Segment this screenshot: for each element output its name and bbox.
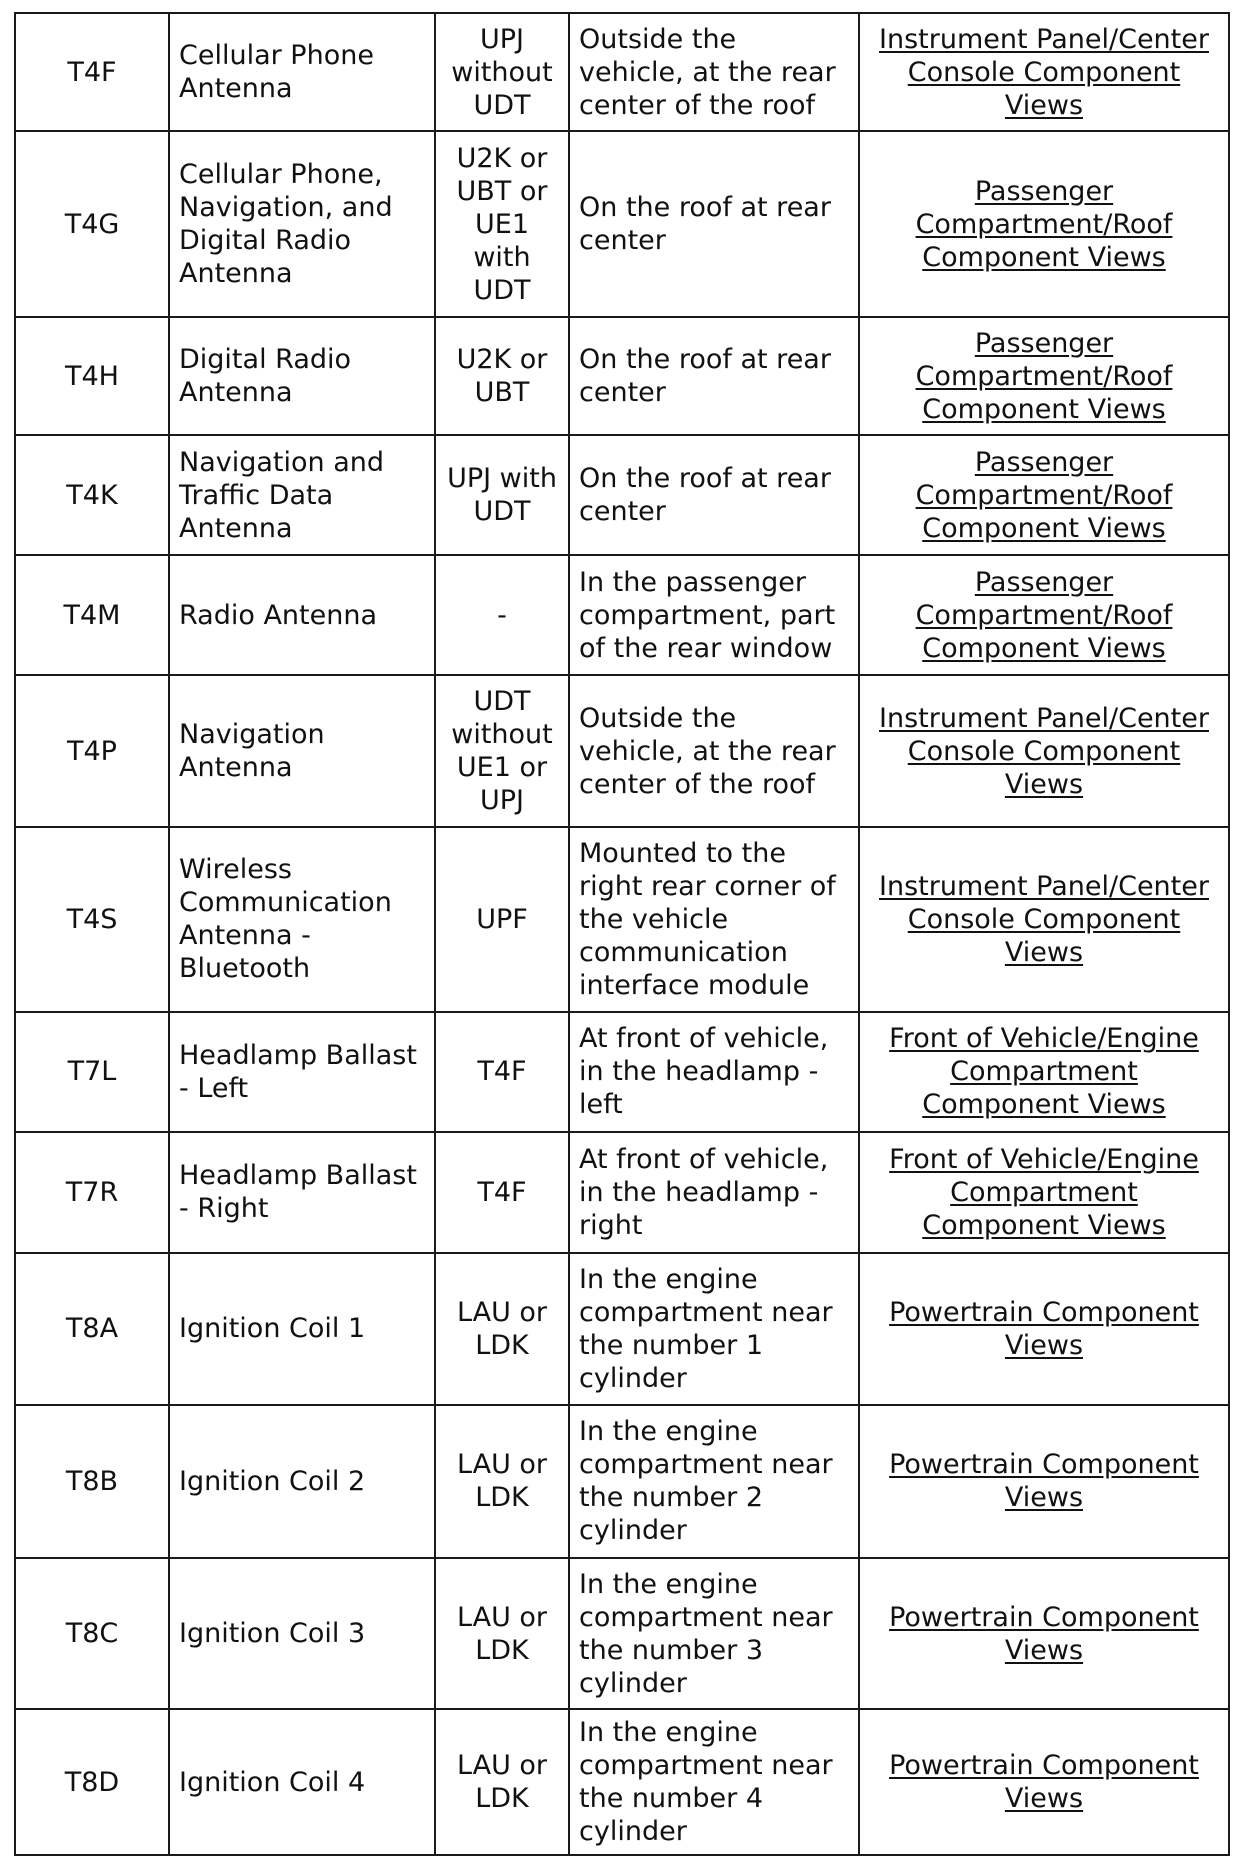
table-row <box>15 1405 1229 1559</box>
views-link-cell <box>859 131 1229 317</box>
component-name-cell: Ignition Coil 3 <box>169 1558 435 1709</box>
location-cell: In the engine compartment near the number 3 cylinder <box>569 1558 859 1709</box>
component-views-link[interactable]: Powertrain Component Views <box>889 1296 1199 1361</box>
component-name-cell: Wireless Communication Antenna - Bluetooth <box>169 827 435 1012</box>
table-row <box>15 827 1229 1012</box>
option-code-cell: LAU or LDK <box>435 1405 569 1559</box>
option-code-cell: UDT without UE1 or UPJ <box>435 675 569 826</box>
location-cell: On the roof at rear center <box>569 131 859 317</box>
component-id-cell: T8D <box>15 1709 169 1855</box>
component-views-link[interactable]: Passenger Compartment/Roof Component Views <box>915 175 1173 273</box>
table-row <box>15 1709 1229 1855</box>
component-id-cell: T4F <box>15 13 169 131</box>
views-link-cell <box>859 1405 1229 1559</box>
component-name-cell: Ignition Coil 4 <box>169 1709 435 1855</box>
option-code-cell: LAU or LDK <box>435 1253 569 1404</box>
views-link-cell <box>859 13 1229 131</box>
component-views-link[interactable]: Instrument Panel/Center Console Component Views <box>879 870 1209 968</box>
component-name-cell: Digital Radio Antenna <box>169 317 435 435</box>
views-link-cell <box>859 555 1229 675</box>
component-name-cell: Cellular Phone Antenna <box>169 13 435 131</box>
table-row <box>15 317 1229 435</box>
table-row <box>15 1253 1229 1404</box>
component-views-link[interactable]: Front of Vehicle/Engine Compartment Component Views <box>889 1143 1199 1241</box>
location-cell: On the roof at rear center <box>569 435 859 555</box>
option-code-cell: - <box>435 555 569 675</box>
component-name-cell: Headlamp Ballast - Right <box>169 1132 435 1253</box>
component-name-cell: Navigation Antenna <box>169 675 435 826</box>
component-id-cell: T4P <box>15 675 169 826</box>
component-views-link[interactable]: Powertrain Component Views <box>889 1449 1199 1514</box>
views-link-cell <box>859 1012 1229 1132</box>
component-views-link[interactable]: Powertrain Component Views <box>889 1601 1199 1666</box>
views-link-cell <box>859 1253 1229 1404</box>
location-cell: In the engine compartment near the number 4 cylinder <box>569 1709 859 1855</box>
component-views-link[interactable]: Instrument Panel/Center Console Component Views <box>879 23 1209 121</box>
component-id-cell: T8A <box>15 1253 169 1404</box>
location-cell: Outside the vehicle, at the rear center of the roof <box>569 675 859 826</box>
component-name-cell: Cellular Phone, Navigation, and Digital Radio Antenna <box>169 131 435 317</box>
table-row <box>15 1132 1229 1253</box>
component-id-cell: T4M <box>15 555 169 675</box>
option-code-cell: UPJ without UDT <box>435 13 569 131</box>
component-id-cell: T7R <box>15 1132 169 1253</box>
component-name-cell: Ignition Coil 1 <box>169 1253 435 1404</box>
component-views-link[interactable]: Instrument Panel/Center Console Component Views <box>879 702 1209 800</box>
component-id-cell: T4S <box>15 827 169 1012</box>
component-views-link[interactable]: Passenger Compartment/Roof Component Views <box>915 446 1173 544</box>
table-row <box>15 435 1229 555</box>
option-code-cell: UPJ with UDT <box>435 435 569 555</box>
component-id-cell: T4H <box>15 317 169 435</box>
views-link-cell <box>859 675 1229 826</box>
component-id-cell: T8B <box>15 1405 169 1559</box>
component-name-cell: Headlamp Ballast - Left <box>169 1012 435 1132</box>
option-code-cell: T4F <box>435 1132 569 1253</box>
component-id-cell: T4G <box>15 131 169 317</box>
component-views-link[interactable]: Passenger Compartment/Roof Component Views <box>915 327 1173 425</box>
option-code-cell: LAU or LDK <box>435 1709 569 1855</box>
views-link-cell <box>859 1558 1229 1709</box>
option-code-cell: T4F <box>435 1012 569 1132</box>
views-link-cell <box>859 1709 1229 1855</box>
component-views-link[interactable]: Front of Vehicle/Engine Compartment Component Views <box>889 1023 1199 1121</box>
location-cell: In the engine compartment near the number 1 cylinder <box>569 1253 859 1404</box>
component-views-link[interactable]: Powertrain Component Views <box>889 1750 1199 1815</box>
component-id-cell: T4K <box>15 435 169 555</box>
table-row <box>15 675 1229 826</box>
option-code-cell: LAU or LDK <box>435 1558 569 1709</box>
location-cell: On the roof at rear center <box>569 317 859 435</box>
views-link-cell <box>859 1132 1229 1253</box>
table-row <box>15 555 1229 675</box>
table-row <box>15 131 1229 317</box>
table-row <box>15 1558 1229 1709</box>
location-cell: In the passenger compartment, part of the rear window <box>569 555 859 675</box>
option-code-cell: U2K or UBT <box>435 317 569 435</box>
location-cell: In the engine compartment near the number 2 cylinder <box>569 1405 859 1559</box>
component-locator-table <box>14 12 1230 1856</box>
views-link-cell <box>859 827 1229 1012</box>
component-name-cell: Radio Antenna <box>169 555 435 675</box>
table-body <box>15 13 1229 1855</box>
component-id-cell: T7L <box>15 1012 169 1132</box>
table-row <box>15 1012 1229 1132</box>
component-id-cell: T8C <box>15 1558 169 1709</box>
component-name-cell: Navigation and Traffic Data Antenna <box>169 435 435 555</box>
location-cell: At front of vehicle, in the headlamp - right <box>569 1132 859 1253</box>
option-code-cell: UPF <box>435 827 569 1012</box>
views-link-cell <box>859 317 1229 435</box>
option-code-cell: U2K or UBT or UE1 with UDT <box>435 131 569 317</box>
component-views-link[interactable]: Passenger Compartment/Roof Component Views <box>915 566 1173 664</box>
component-name-cell: Ignition Coil 2 <box>169 1405 435 1559</box>
views-link-cell <box>859 435 1229 555</box>
location-cell: At front of vehicle, in the headlamp - left <box>569 1012 859 1132</box>
location-cell: Mounted to the right rear corner of the vehicle communication interface module <box>569 827 859 1012</box>
table-row <box>15 13 1229 131</box>
location-cell: Outside the vehicle, at the rear center of the roof <box>569 13 859 131</box>
